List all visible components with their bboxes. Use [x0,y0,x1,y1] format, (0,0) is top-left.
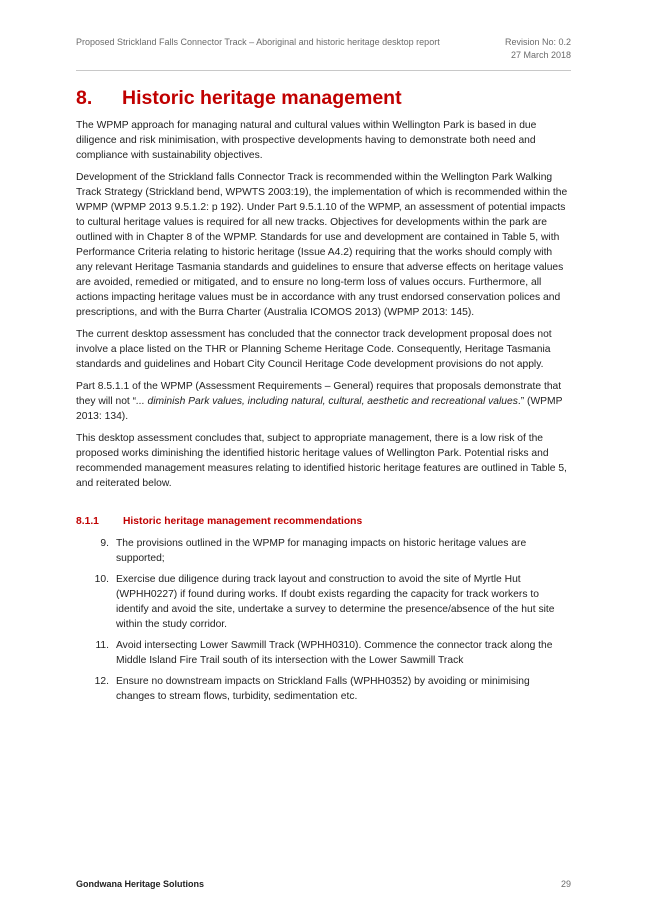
header-date: 27 March 2018 [510,50,571,60]
header-document-title: Proposed Strickland Falls Connector Track – Aboriginal and historic heritage desktop report [76,37,440,47]
section-number: 8. [76,87,93,109]
header-revision: Revision No: 0.2 [504,37,571,47]
recommendation-text: Exercise due diligence during track layout and construction to avoid the site of Myrtle Hut (WPHH0227) if found during works. If doubt exists regarding the capacity for track workers to identify and avoid the site, undertake a survey to determine the presence/absence of the hut site within the study corridor. [116,574,555,630]
recommendation-item [76,674,571,704]
recommendation-item [76,536,571,566]
paragraph-development: Development of the Strickland falls Connector Track is recommended within the Wellington Park Walking Track Strategy (Strickland bend, WPWTS 2003:19), the implementation of which is recommended within the WPMP (WPMP 2013 9.5.1.2: p 192). Under Part 9.5.1.10 of the WPMP, an assessment of potential impacts to cultural heritage values is required for all new tracks. Objectives for developments within the park are outlined with in Chapter 8 of the WPMP. Standards for use and development are contained in Table 5, with Performance Criteria relating to historic heritage (Issue A4.2) requiring that the works should comply with any relevant Heritage Tasmania standards and guidelines to ensure that adverse effects on heritage values are avoided, remedied or mitigated, and to ensure no long-term loss of values occurs. Furthermore, all actions impacting heritage values must be in accordance with any trust endorsed conservation polices and prescriptions, and with the Burra Charter (Australia ICOMOS 2013) (WPMP 2013: 145). [76,172,568,318]
paragraph-approach: The WPMP approach for managing natural and cultural values within Wellington Park is based in due diligence and risk minimisation, with prospective developments having to demonstrate both need and compliance with sustainability objectives. [76,120,537,161]
recommendation-number: 10. [94,574,109,585]
recommendation-text: Avoid intersecting Lower Sawmill Track (WPHH0310). Commence the connector track along the Middle Island Fire Trail south of its intersection with the Lower Sawmill Track [116,640,553,666]
section-title: Historic heritage management [122,87,402,109]
paragraph-assessment: The current desktop assessment has concluded that the connector track development proposal does not involve a place listed on the THR or Planning Scheme Heritage Code. Consequently, Heritage Tasmania standards and guidelines and Hobart City Council Heritage Code development provisions do not apply. [76,329,552,370]
subsection-title: Historic heritage management recommendations [123,516,363,527]
page-number: 29 [560,879,571,889]
recommendations-list [76,536,571,704]
header-divider [76,70,571,71]
subsection-heading [76,514,571,529]
quote-lead-in: Part 8.5.1.1 of the WPMP (Assessment Requirements – General) requires that proposals demonstrate that they will not “ [76,381,562,407]
recommendation-item [76,638,571,668]
recommendation-text: The provisions outlined in the WPMP for managing impacts on historic heritage values are supported; [116,538,527,564]
recommendation-item [76,572,571,632]
recommendation-text: Ensure no downstream impacts on Strickland Falls (WPHH0352) by avoiding or minimising changes to stream flows, turbidity, sedimentation etc. [116,676,530,702]
page-body [76,86,571,710]
recommendation-number: 11. [95,640,109,651]
subsection-number: 8.1.1 [76,516,99,527]
paragraph-requirements [76,379,571,424]
paragraph-conclusion: This desktop assessment concludes that, subject to appropriate management, there is a low risk of the proposed works diminishing the identified historic heritage values of Wellington Park. Potential risks and recommended management measures relating to identified historic heritage features are outlined in Table 5, and reiterated below. [76,433,567,489]
quote-citation: .” (WPMP 2013: 134). [76,396,563,422]
footer-organisation: Gondwana Heritage Solutions [76,879,205,889]
quote-text: ... diminish Park values, including natural, cultural, aesthetic and recreational values [136,396,518,407]
section-heading [76,86,571,110]
recommendation-number: 9. [100,538,109,549]
recommendation-number: 12. [94,676,109,687]
